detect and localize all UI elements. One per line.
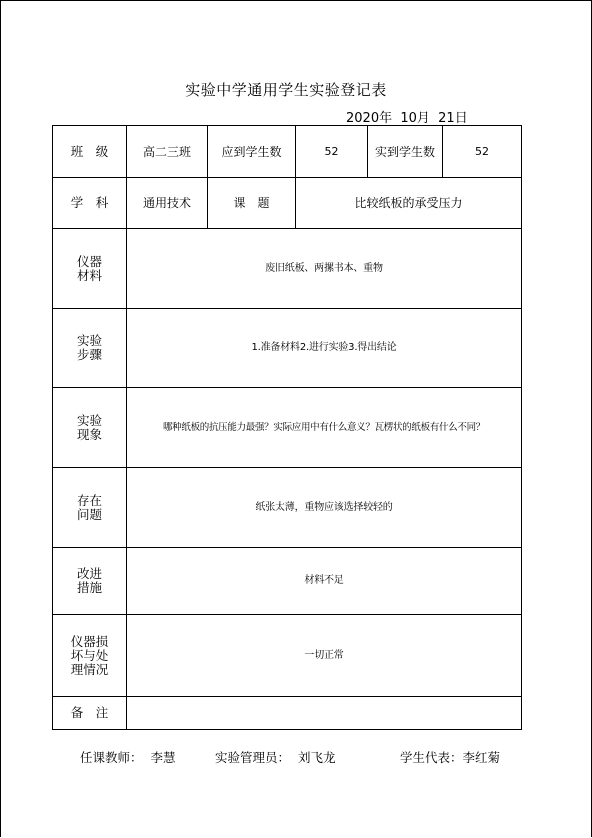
table-row: [53, 697, 522, 730]
actual-value: 52: [443, 126, 522, 178]
notes-value: [127, 697, 522, 730]
notes-label: 备 注: [53, 697, 127, 730]
materials-value: 废旧纸板、两摞书本、重物: [127, 229, 522, 309]
actual-label: 实到学生数: [368, 126, 443, 178]
class-value: 高二三班: [127, 126, 208, 178]
teacher-signature: 任课教师： 李慧: [80, 750, 176, 765]
topic-label: 课 题: [208, 178, 296, 229]
date: 2020年 10月 21日: [346, 111, 468, 126]
table-row: [53, 615, 522, 697]
materials-label: 仪器 材料: [53, 229, 127, 309]
class-label: 班 级: [53, 126, 127, 178]
table-row: [53, 548, 522, 615]
problems-value: 纸张太薄，重物应该选择较轻的: [127, 468, 522, 548]
lab-manager-signature: 实验管理员： 刘飞龙: [215, 750, 336, 765]
improve-value: 材料不足: [127, 548, 522, 615]
topic-value: 比较纸板的承受压力: [296, 178, 522, 229]
damage-label: 仪器损 坏与处 理情况: [53, 615, 127, 697]
expected-label: 应到学生数: [208, 126, 296, 178]
subject-value: 通用技术: [127, 178, 208, 229]
improve-label: 改进 措施: [53, 548, 127, 615]
problems-label: 存在 问题: [53, 468, 127, 548]
table-row: [53, 178, 522, 229]
damage-value: 一切正常: [127, 615, 522, 697]
steps-value: 1.准备材料2.进行实验3.得出结论: [127, 309, 522, 388]
page-title: 实验中学通用学生实验登记表: [185, 81, 387, 99]
table-row: [53, 388, 522, 468]
table-row: [53, 468, 522, 548]
table-row: [53, 229, 522, 309]
phenomena-label: 实验 现象: [53, 388, 127, 468]
expected-value: 52: [296, 126, 368, 178]
register-table: [52, 125, 522, 730]
phenomena-value: 哪种纸板的抗压能力最强？实际应用中有什么意义？瓦楞状的纸板有什么不同？: [127, 388, 522, 468]
subject-label: 学 科: [53, 178, 127, 229]
table-row: [53, 126, 522, 178]
student-rep-signature: 学生代表：李红菊: [400, 750, 501, 765]
steps-label: 实验 步骤: [53, 309, 127, 388]
table-row: [53, 309, 522, 388]
